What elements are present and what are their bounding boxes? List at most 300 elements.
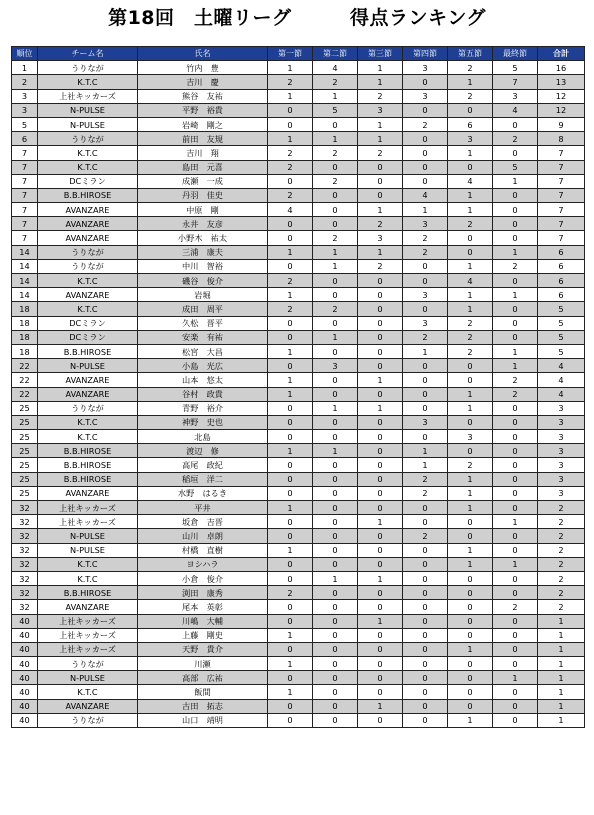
cell-total: 3 [538, 401, 585, 415]
cell-player-name: ヨシハラ [138, 557, 268, 571]
cell-player-name: 神野 史也 [138, 415, 268, 429]
ranking-table [11, 46, 585, 728]
cell-section-4: 0 [403, 501, 448, 515]
cell-section-3: 0 [358, 628, 403, 642]
cell-rank: 7 [12, 217, 38, 231]
cell-total: 7 [538, 160, 585, 174]
cell-rank: 14 [12, 288, 38, 302]
cell-rank: 25 [12, 430, 38, 444]
cell-rank: 5 [12, 117, 38, 131]
table-row [12, 671, 585, 685]
page-title: 第18回 土曜リーグ 得点ランキング [108, 7, 486, 29]
cell-player-name: 稲垣 洋二 [138, 472, 268, 486]
cell-section-2: 0 [313, 501, 358, 515]
cell-section-2: 0 [313, 203, 358, 217]
cell-section-4: 0 [403, 628, 448, 642]
cell-rank: 18 [12, 330, 38, 344]
cell-total: 16 [538, 61, 585, 75]
cell-final-section: 1 [493, 557, 538, 571]
cell-player-name: 中川 智裕 [138, 259, 268, 273]
cell-section-5: 0 [448, 373, 493, 387]
cell-team: K.T.C [38, 571, 138, 585]
cell-section-2: 0 [313, 657, 358, 671]
cell-section-1: 0 [268, 529, 313, 543]
cell-section-5: 0 [448, 614, 493, 628]
cell-section-2: 0 [313, 628, 358, 642]
cell-section-5: 0 [448, 657, 493, 671]
cell-section-1: 0 [268, 174, 313, 188]
cell-final-section: 0 [493, 543, 538, 557]
table-row [12, 415, 585, 429]
cell-section-2: 1 [313, 330, 358, 344]
cell-final-section: 0 [493, 571, 538, 585]
cell-section-1: 1 [268, 373, 313, 387]
cell-final-section: 0 [493, 501, 538, 515]
cell-team: AVANZARE [38, 217, 138, 231]
cell-section-3: 0 [358, 472, 403, 486]
cell-section-5: 0 [448, 160, 493, 174]
cell-total: 2 [538, 600, 585, 614]
cell-player-name: 谷村 政貴 [138, 387, 268, 401]
cell-section-4: 0 [403, 401, 448, 415]
cell-rank: 18 [12, 344, 38, 358]
cell-total: 2 [538, 529, 585, 543]
cell-team: AVANZARE [38, 373, 138, 387]
cell-section-1: 0 [268, 316, 313, 330]
table-row [12, 657, 585, 671]
cell-team: 上社キッカーズ [38, 89, 138, 103]
cell-section-2: 0 [313, 529, 358, 543]
cell-section-1: 4 [268, 203, 313, 217]
cell-section-1: 0 [268, 699, 313, 713]
cell-section-2: 0 [313, 458, 358, 472]
cell-section-2: 0 [313, 685, 358, 699]
cell-section-4: 0 [403, 543, 448, 557]
cell-section-4: 0 [403, 557, 448, 571]
cell-total: 1 [538, 642, 585, 656]
cell-section-4: 1 [403, 203, 448, 217]
cell-player-name: 竹内 豊 [138, 61, 268, 75]
cell-final-section: 0 [493, 472, 538, 486]
cell-rank: 14 [12, 259, 38, 273]
cell-section-5: 1 [448, 543, 493, 557]
table-header [12, 47, 585, 61]
header-total: 合計 [538, 47, 585, 61]
cell-section-1: 0 [268, 472, 313, 486]
cell-section-3: 1 [358, 614, 403, 628]
cell-player-name: 成瀬 一成 [138, 174, 268, 188]
cell-final-section: 0 [493, 274, 538, 288]
cell-final-section: 0 [493, 430, 538, 444]
cell-section-2: 2 [313, 146, 358, 160]
cell-section-3: 0 [358, 330, 403, 344]
cell-player-name: 尾本 英彰 [138, 600, 268, 614]
table-row [12, 288, 585, 302]
cell-final-section: 5 [493, 160, 538, 174]
cell-section-1: 1 [268, 61, 313, 75]
cell-team: DCミラン [38, 330, 138, 344]
header-final-section: 最終節 [493, 47, 538, 61]
cell-total: 1 [538, 713, 585, 727]
cell-section-1: 0 [268, 401, 313, 415]
cell-total: 2 [538, 557, 585, 571]
cell-section-4: 0 [403, 600, 448, 614]
cell-total: 7 [538, 217, 585, 231]
table-row [12, 330, 585, 344]
table-row [12, 557, 585, 571]
cell-section-4: 0 [403, 103, 448, 117]
cell-final-section: 0 [493, 316, 538, 330]
table-row [12, 188, 585, 202]
cell-total: 1 [538, 699, 585, 713]
cell-section-4: 0 [403, 174, 448, 188]
cell-section-3: 0 [358, 685, 403, 699]
cell-rank: 40 [12, 713, 38, 727]
cell-total: 2 [538, 515, 585, 529]
cell-team: N-PULSE [38, 529, 138, 543]
cell-team: B.B.HIROSE [38, 472, 138, 486]
cell-section-5: 0 [448, 515, 493, 529]
cell-team: K.T.C [38, 685, 138, 699]
cell-rank: 25 [12, 415, 38, 429]
cell-section-4: 0 [403, 75, 448, 89]
cell-section-3: 2 [358, 217, 403, 231]
cell-section-4: 0 [403, 132, 448, 146]
cell-rank: 3 [12, 89, 38, 103]
cell-section-4: 0 [403, 713, 448, 727]
cell-total: 3 [538, 472, 585, 486]
cell-section-3: 3 [358, 231, 403, 245]
cell-team: K.T.C [38, 302, 138, 316]
cell-section-4: 4 [403, 188, 448, 202]
cell-section-4: 0 [403, 642, 448, 656]
cell-rank: 7 [12, 174, 38, 188]
cell-section-4: 0 [403, 146, 448, 160]
cell-rank: 2 [12, 75, 38, 89]
cell-player-name: 前田 友規 [138, 132, 268, 146]
cell-section-1: 2 [268, 75, 313, 89]
cell-section-3: 1 [358, 401, 403, 415]
cell-section-3: 0 [358, 359, 403, 373]
cell-section-2: 2 [313, 302, 358, 316]
cell-section-1: 0 [268, 671, 313, 685]
cell-team: AVANZARE [38, 699, 138, 713]
cell-rank: 14 [12, 274, 38, 288]
cell-section-1: 0 [268, 330, 313, 344]
table-row [12, 259, 585, 273]
cell-section-5: 2 [448, 316, 493, 330]
cell-team: 上社キッカーズ [38, 642, 138, 656]
header-rank: 順位 [12, 47, 38, 61]
cell-player-name: 高部 広祐 [138, 671, 268, 685]
cell-total: 4 [538, 359, 585, 373]
cell-section-4: 0 [403, 259, 448, 273]
cell-team: N-PULSE [38, 543, 138, 557]
table-row [12, 103, 585, 117]
table-row [12, 231, 585, 245]
cell-section-2: 0 [313, 713, 358, 727]
table-row [12, 387, 585, 401]
cell-player-name: 上藤 剛史 [138, 628, 268, 642]
cell-rank: 18 [12, 302, 38, 316]
cell-final-section: 0 [493, 586, 538, 600]
cell-section-1: 0 [268, 458, 313, 472]
cell-section-3: 1 [358, 373, 403, 387]
cell-section-3: 0 [358, 557, 403, 571]
cell-player-name: 平井 [138, 501, 268, 515]
cell-rank: 32 [12, 501, 38, 515]
cell-section-5: 4 [448, 274, 493, 288]
cell-section-5: 2 [448, 61, 493, 75]
cell-final-section: 1 [493, 515, 538, 529]
cell-section-2: 0 [313, 160, 358, 174]
cell-team: 上社キッカーズ [38, 515, 138, 529]
cell-section-2: 1 [313, 571, 358, 585]
cell-section-3: 1 [358, 699, 403, 713]
cell-section-1: 2 [268, 302, 313, 316]
table-row [12, 571, 585, 585]
cell-rank: 25 [12, 444, 38, 458]
table-row [12, 458, 585, 472]
cell-section-5: 0 [448, 600, 493, 614]
cell-rank: 18 [12, 316, 38, 330]
cell-total: 8 [538, 132, 585, 146]
table-row [12, 274, 585, 288]
cell-total: 6 [538, 245, 585, 259]
cell-section-1: 2 [268, 146, 313, 160]
cell-final-section: 0 [493, 330, 538, 344]
cell-rank: 7 [12, 231, 38, 245]
cell-total: 3 [538, 486, 585, 500]
cell-rank: 32 [12, 586, 38, 600]
cell-section-1: 1 [268, 657, 313, 671]
cell-section-3: 0 [358, 174, 403, 188]
cell-section-5: 0 [448, 699, 493, 713]
cell-section-4: 0 [403, 685, 448, 699]
cell-team: うりなが [38, 259, 138, 273]
cell-player-name: 川嶋 大輔 [138, 614, 268, 628]
cell-section-2: 1 [313, 89, 358, 103]
cell-section-2: 0 [313, 373, 358, 387]
cell-total: 9 [538, 117, 585, 131]
cell-section-4: 2 [403, 529, 448, 543]
cell-total: 4 [538, 387, 585, 401]
cell-rank: 25 [12, 486, 38, 500]
cell-total: 1 [538, 657, 585, 671]
cell-section-3: 0 [358, 160, 403, 174]
cell-final-section: 1 [493, 671, 538, 685]
cell-section-1: 0 [268, 415, 313, 429]
cell-section-4: 2 [403, 472, 448, 486]
cell-section-4: 0 [403, 657, 448, 671]
cell-section-5: 0 [448, 245, 493, 259]
header-section-1: 第一節 [268, 47, 313, 61]
cell-rank: 7 [12, 188, 38, 202]
cell-player-name: 岩堀 [138, 288, 268, 302]
table-row [12, 486, 585, 500]
cell-section-2: 0 [313, 614, 358, 628]
table-row [12, 359, 585, 373]
cell-section-5: 0 [448, 671, 493, 685]
cell-final-section: 5 [493, 61, 538, 75]
cell-section-1: 0 [268, 430, 313, 444]
cell-section-1: 1 [268, 245, 313, 259]
cell-section-2: 1 [313, 401, 358, 415]
cell-section-3: 0 [358, 657, 403, 671]
cell-section-5: 0 [448, 685, 493, 699]
table-row [12, 146, 585, 160]
cell-section-4: 3 [403, 89, 448, 103]
cell-rank: 40 [12, 657, 38, 671]
cell-team: N-PULSE [38, 671, 138, 685]
cell-section-1: 0 [268, 103, 313, 117]
cell-team: K.T.C [38, 146, 138, 160]
cell-section-1: 0 [268, 359, 313, 373]
cell-section-4: 0 [403, 359, 448, 373]
cell-section-5: 2 [448, 217, 493, 231]
cell-section-4: 3 [403, 217, 448, 231]
cell-section-5: 2 [448, 458, 493, 472]
table-row [12, 685, 585, 699]
cell-rank: 40 [12, 699, 38, 713]
table-row [12, 472, 585, 486]
cell-section-4: 1 [403, 458, 448, 472]
cell-section-1: 0 [268, 614, 313, 628]
cell-team: B.B.HIROSE [38, 344, 138, 358]
cell-final-section: 2 [493, 373, 538, 387]
cell-section-4: 3 [403, 415, 448, 429]
cell-section-5: 1 [448, 302, 493, 316]
cell-section-4: 2 [403, 330, 448, 344]
table-row [12, 217, 585, 231]
cell-rank: 40 [12, 628, 38, 642]
cell-total: 7 [538, 174, 585, 188]
cell-total: 7 [538, 231, 585, 245]
cell-rank: 40 [12, 671, 38, 685]
cell-final-section: 1 [493, 344, 538, 358]
cell-section-2: 5 [313, 103, 358, 117]
cell-section-3: 0 [358, 529, 403, 543]
cell-section-3: 0 [358, 486, 403, 500]
table-row [12, 515, 585, 529]
cell-team: K.T.C [38, 160, 138, 174]
cell-player-name: 北島 [138, 430, 268, 444]
cell-section-5: 4 [448, 174, 493, 188]
cell-section-1: 1 [268, 132, 313, 146]
cell-section-3: 0 [358, 671, 403, 685]
cell-section-2: 0 [313, 586, 358, 600]
header-section-3: 第三節 [358, 47, 403, 61]
cell-team: K.T.C [38, 274, 138, 288]
cell-section-2: 1 [313, 132, 358, 146]
cell-player-name: 松宮 大昌 [138, 344, 268, 358]
cell-team: DCミラン [38, 316, 138, 330]
cell-total: 1 [538, 614, 585, 628]
table-row [12, 501, 585, 515]
cell-team: うりなが [38, 132, 138, 146]
cell-player-name: 島田 元喜 [138, 160, 268, 174]
cell-section-3: 0 [358, 458, 403, 472]
table-row [12, 529, 585, 543]
cell-section-5: 2 [448, 330, 493, 344]
table-row [12, 203, 585, 217]
cell-final-section: 3 [493, 89, 538, 103]
cell-section-1: 1 [268, 344, 313, 358]
cell-section-5: 1 [448, 501, 493, 515]
cell-total: 13 [538, 75, 585, 89]
cell-rank: 22 [12, 387, 38, 401]
cell-section-2: 1 [313, 259, 358, 273]
cell-section-2: 0 [313, 274, 358, 288]
cell-total: 3 [538, 458, 585, 472]
cell-section-3: 1 [358, 132, 403, 146]
table-row [12, 444, 585, 458]
cell-team: AVANZARE [38, 203, 138, 217]
cell-section-3: 0 [358, 288, 403, 302]
table-row [12, 245, 585, 259]
cell-section-5: 1 [448, 401, 493, 415]
cell-total: 12 [538, 103, 585, 117]
cell-section-2: 0 [313, 217, 358, 231]
cell-final-section: 0 [493, 231, 538, 245]
cell-team: AVANZARE [38, 231, 138, 245]
cell-rank: 32 [12, 515, 38, 529]
cell-rank: 32 [12, 543, 38, 557]
table-row [12, 160, 585, 174]
cell-total: 3 [538, 415, 585, 429]
cell-rank: 32 [12, 600, 38, 614]
cell-section-5: 0 [448, 571, 493, 585]
cell-team: 上社キッカーズ [38, 628, 138, 642]
cell-section-3: 3 [358, 103, 403, 117]
cell-final-section: 1 [493, 359, 538, 373]
cell-player-name: 坂倉 吉晋 [138, 515, 268, 529]
cell-rank: 40 [12, 614, 38, 628]
cell-section-2: 2 [313, 231, 358, 245]
cell-section-2: 0 [313, 472, 358, 486]
cell-section-4: 0 [403, 571, 448, 585]
cell-player-name: 青野 裕介 [138, 401, 268, 415]
cell-section-5: 0 [448, 444, 493, 458]
cell-section-2: 0 [313, 600, 358, 614]
cell-total: 5 [538, 316, 585, 330]
cell-team: うりなが [38, 657, 138, 671]
cell-section-2: 1 [313, 444, 358, 458]
cell-section-2: 0 [313, 117, 358, 131]
cell-total: 2 [538, 571, 585, 585]
cell-section-3: 1 [358, 75, 403, 89]
table-body [12, 61, 585, 728]
cell-team: N-PULSE [38, 117, 138, 131]
cell-player-name: 吉川 翔 [138, 146, 268, 160]
cell-section-3: 0 [358, 188, 403, 202]
table-row [12, 75, 585, 89]
cell-rank: 32 [12, 557, 38, 571]
cell-section-3: 0 [358, 274, 403, 288]
cell-total: 3 [538, 430, 585, 444]
cell-total: 6 [538, 274, 585, 288]
cell-rank: 7 [12, 160, 38, 174]
table-row [12, 586, 585, 600]
cell-team: K.T.C [38, 557, 138, 571]
cell-section-5: 0 [448, 628, 493, 642]
cell-team: K.T.C [38, 430, 138, 444]
cell-total: 2 [538, 543, 585, 557]
cell-section-4: 1 [403, 444, 448, 458]
cell-section-2: 0 [313, 486, 358, 500]
cell-player-name: 小倉 俊介 [138, 571, 268, 585]
cell-final-section: 0 [493, 685, 538, 699]
